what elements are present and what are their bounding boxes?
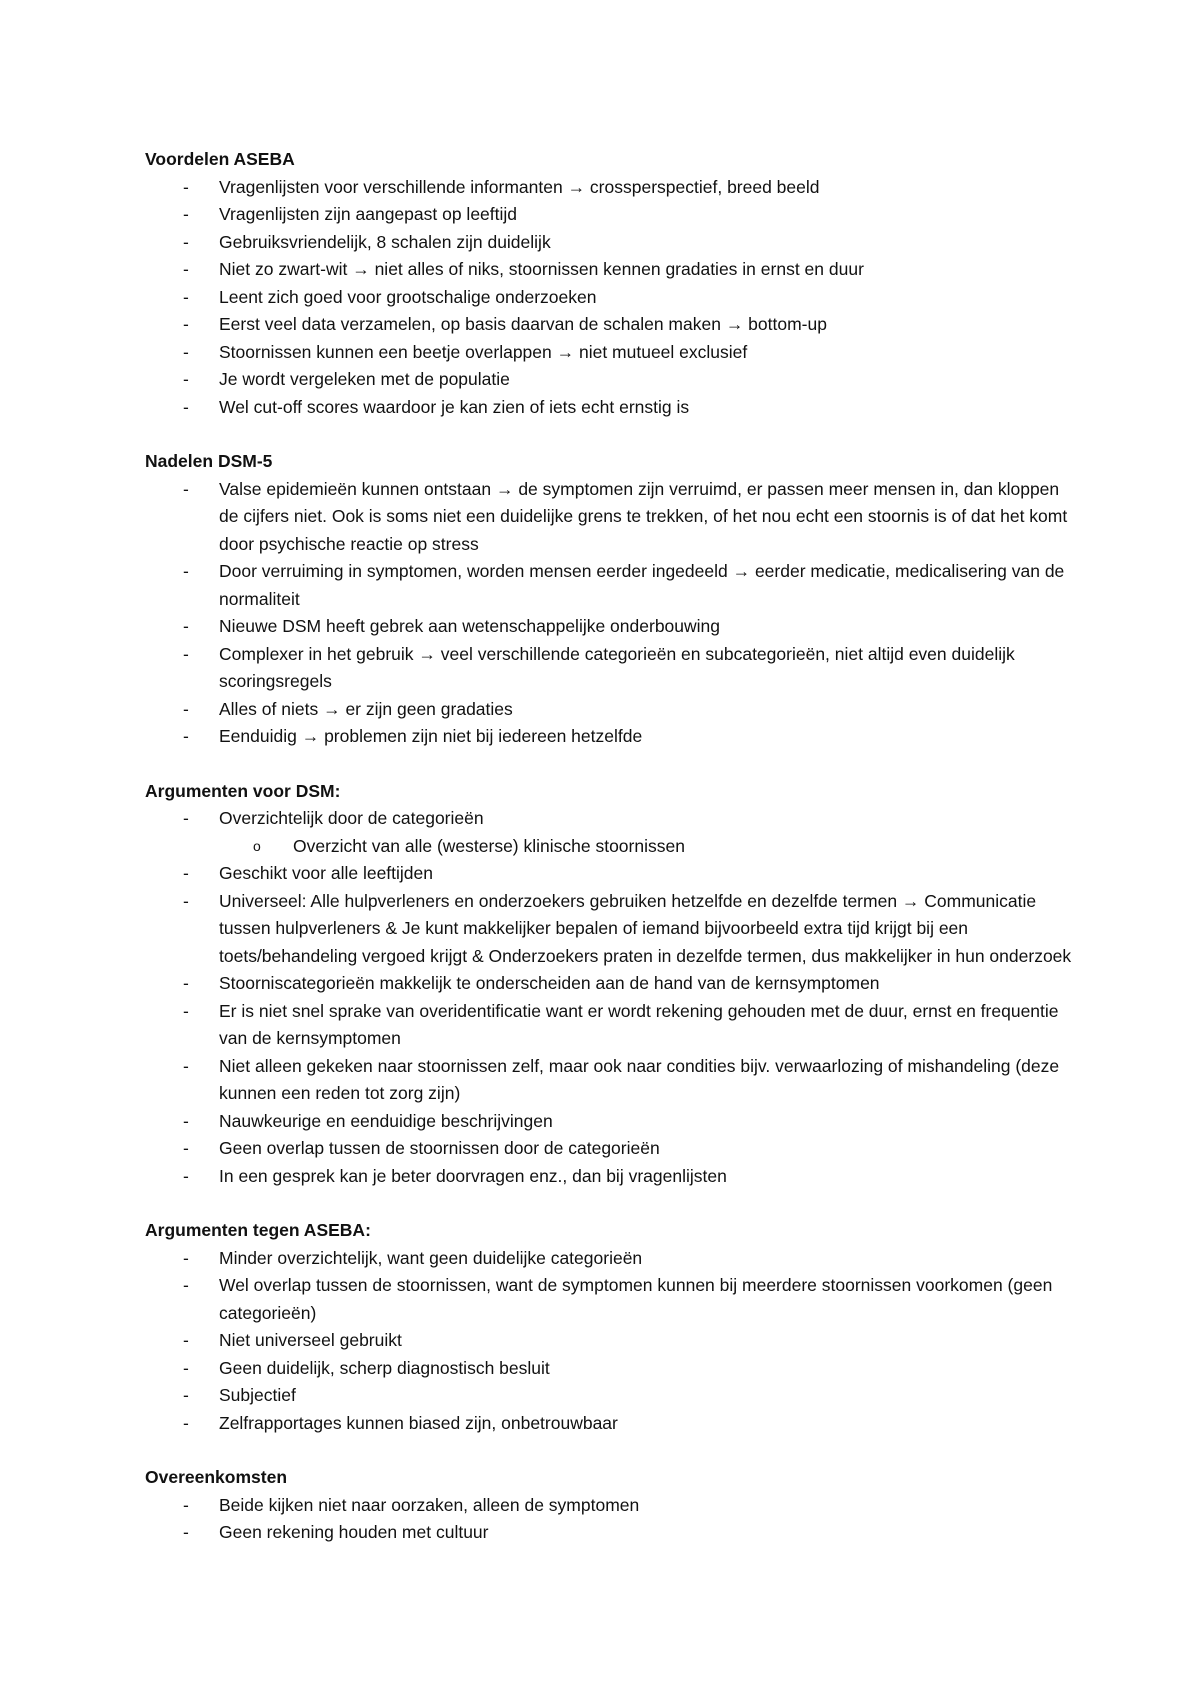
list-item-text: Stoorniscategorieën makkelijk te onderscheiden aan de hand van de kernsymptomen [219,973,880,993]
list-item [145,558,1075,613]
section-heading: Argumenten tegen ASEBA: [145,1220,371,1240]
list-item-text: Complexer in het gebruik → veel verschillende categorieën en subcategorieën, niet altijd even duidelijk scoringsregels [219,643,1015,691]
list-item [145,1163,1075,1191]
list-item-text: Subjectief [219,1385,296,1405]
list-item [145,1519,1075,1547]
list-item-text: Stoornissen kunnen een beetje overlappen → niet mutueel exclusief [219,341,748,362]
list-item-text: Vragenlijsten zijn aangepast op leeftijd [219,204,518,224]
list-item [145,1053,1075,1108]
document-page [145,146,1075,1574]
section-heading: Overeenkomsten [145,1467,288,1487]
list-item [145,339,1075,367]
dash-bullet: - [183,643,189,664]
dash-bullet: - [183,259,189,279]
section-argumenten-voor-dsm [145,778,1075,1191]
dash-bullet: - [183,1275,189,1295]
list-item [145,1245,1075,1273]
section-heading: Argumenten voor DSM: [145,780,341,801]
list-item [145,1410,1075,1438]
list-item [145,256,1075,284]
section-heading: Nadelen DSM-5 [145,451,273,471]
list-item-text: Niet alleen gekeken naar stoornissen zelf, maar ook naar condities bijv. verwaarlozing of mishandeling (deze kunnen een reden tot zorg zijn) [219,1055,1060,1103]
dash-bullet: - [183,1412,189,1433]
dash-bullet: - [183,726,189,746]
list-item [145,888,1075,971]
circle-bullet: o [253,837,261,854]
dash-bullet: - [183,973,189,993]
list-item-text: Door verruiming in symptomen, worden mensen eerder ingedeeld → eerder medicatie, medicalisering van de normaliteit [219,561,1065,609]
dash-bullet: - [183,231,189,252]
section-voordelen-aseba [145,146,1075,421]
dash-bullet: - [183,286,189,307]
list-item-text: Beide kijken niet naar oorzaken, alleen de symptomen [219,1494,640,1515]
bullet-list [145,1492,1075,1547]
dash-bullet: - [183,1055,189,1076]
list-item [145,1355,1075,1383]
list-item-text: Valse epidemieën kunnen ontstaan → de symptomen zijn verruimd, er passen meer mensen in, dan kloppen de cijfers niet. Ook is soms niet een duidelijke grens te trekken, of het nou echt een stoornis is of dat het komt door psychische reactie op stress [219,478,1068,554]
bullet-list [145,1245,1075,1438]
bullet-list [145,476,1075,751]
dash-bullet: - [183,890,189,911]
dash-bullet: - [183,176,189,197]
dash-bullet: - [183,341,189,362]
list-item [145,805,1075,833]
section-overeenkomsten [145,1464,1075,1547]
section-nadelen-dsm5 [145,448,1075,751]
dash-bullet: - [183,1138,189,1158]
list-item [145,860,1075,888]
list-item-text: Er is niet snel sprake van overidentificatie want er wordt rekening gehouden met de duur, ernst en frequentie van de kernsymptomen [219,1000,1059,1048]
dash-bullet: - [183,1000,189,1021]
list-item [145,1382,1075,1410]
dash-bullet: - [183,1522,189,1542]
dash-bullet: - [183,369,189,389]
list-item [145,174,1075,202]
list-item-text: Minder overzichtelijk, want geen duidelijke categorieën [219,1247,643,1268]
list-item [145,284,1075,312]
dash-bullet: - [183,204,189,224]
list-item [145,394,1075,422]
list-item [145,696,1075,724]
dash-bullet: - [183,561,189,581]
list-item-text: Niet universeel gebruikt [219,1330,402,1350]
list-item [145,1272,1075,1327]
bullet-list [145,174,1075,422]
dash-bullet: - [183,1494,189,1515]
list-item-text: Geen overlap tussen de stoornissen door de categorieën [219,1138,660,1158]
list-item [145,641,1075,696]
dash-bullet: - [183,1247,189,1268]
list-item-text: Vragenlijsten voor verschillende informanten → crossperspectief, breed beeld [219,176,820,197]
section-argumenten-tegen-aseba [145,1217,1075,1437]
list-item-text: Nieuwe DSM heeft gebrek aan wetenschappelijke onderbouwing [219,616,721,636]
dash-bullet: - [183,396,189,417]
list-item [145,1108,1075,1136]
list-item-text: Nauwkeurige en eenduidige beschrijvingen [219,1110,553,1131]
list-item-text: Alles of niets → er zijn geen gradaties [219,698,513,719]
list-item [145,970,1075,998]
dash-bullet: - [183,314,189,334]
list-item-text: Geen rekening houden met cultuur [219,1522,489,1542]
list-item-text: Gebruiksvriendelijk, 8 schalen zijn duidelijk [219,231,551,252]
list-item-text: Eerst veel data verzamelen, op basis daarvan de schalen maken → bottom-up [219,314,827,334]
list-item [145,201,1075,229]
list-item-text: In een gesprek kan je beter doorvragen enz., dan bij vragenlijsten [219,1165,727,1186]
list-item-text: Universeel: Alle hulpverleners en onderzoekers gebruiken hetzelfde en dezelfde termen → Communicatie tussen hulpverleners & Je kunt makkelijker bepalen of iemand bijvoorbeeld extra tijd krijgt bij een toets/behandeling vergoed krijgt & Onderzoekers praten in dezelfde termen, dus makkelijker in hun onderzoek [219,890,1072,966]
sub-list-item-text: Overzicht van alle (westerse) klinische stoornissen [293,835,685,856]
list-item [145,1327,1075,1355]
list-item [145,1492,1075,1520]
sub-list-item [145,833,1075,861]
list-item [145,613,1075,641]
list-item [145,311,1075,339]
dash-bullet: - [183,1357,189,1378]
dash-bullet: - [183,863,189,883]
dash-bullet: - [183,1385,189,1405]
dash-bullet: - [183,478,189,499]
list-item [145,229,1075,257]
dash-bullet: - [183,1110,189,1131]
list-item [145,476,1075,559]
list-item-text: Leent zich goed voor grootschalige onderzoeken [219,286,597,307]
dash-bullet: - [183,616,189,636]
list-item [145,998,1075,1053]
list-item-text: Geen duidelijk, scherp diagnostisch besluit [219,1357,550,1378]
bullet-list [145,805,1075,1190]
dash-bullet: - [183,1165,189,1186]
list-item-text: Zelfrapportages kunnen biased zijn, onbetrouwbaar [219,1412,618,1433]
dash-bullet: - [183,1330,189,1350]
list-item-text: Overzichtelijk door de categorieën [219,808,484,828]
list-item [145,1135,1075,1163]
list-item-text: Je wordt vergeleken met de populatie [219,369,510,389]
list-item-text: Wel cut-off scores waardoor je kan zien of iets echt ernstig is [219,396,690,417]
section-heading: Voordelen ASEBA [145,149,295,169]
dash-bullet: - [183,698,189,719]
list-item [145,723,1075,751]
list-item-text: Eenduidig → problemen zijn niet bij iedereen hetzelfde [219,726,643,746]
list-item [145,366,1075,394]
list-item-text: Niet zo zwart-wit → niet alles of niks, stoornissen kennen gradaties in ernst en duur [219,259,864,279]
list-item-text: Geschikt voor alle leeftijden [219,863,433,883]
dash-bullet: - [183,808,189,828]
list-item-text: Wel overlap tussen de stoornissen, want de symptomen kunnen bij meerdere stoornissen voorkomen (geen categorieën) [219,1275,1053,1323]
